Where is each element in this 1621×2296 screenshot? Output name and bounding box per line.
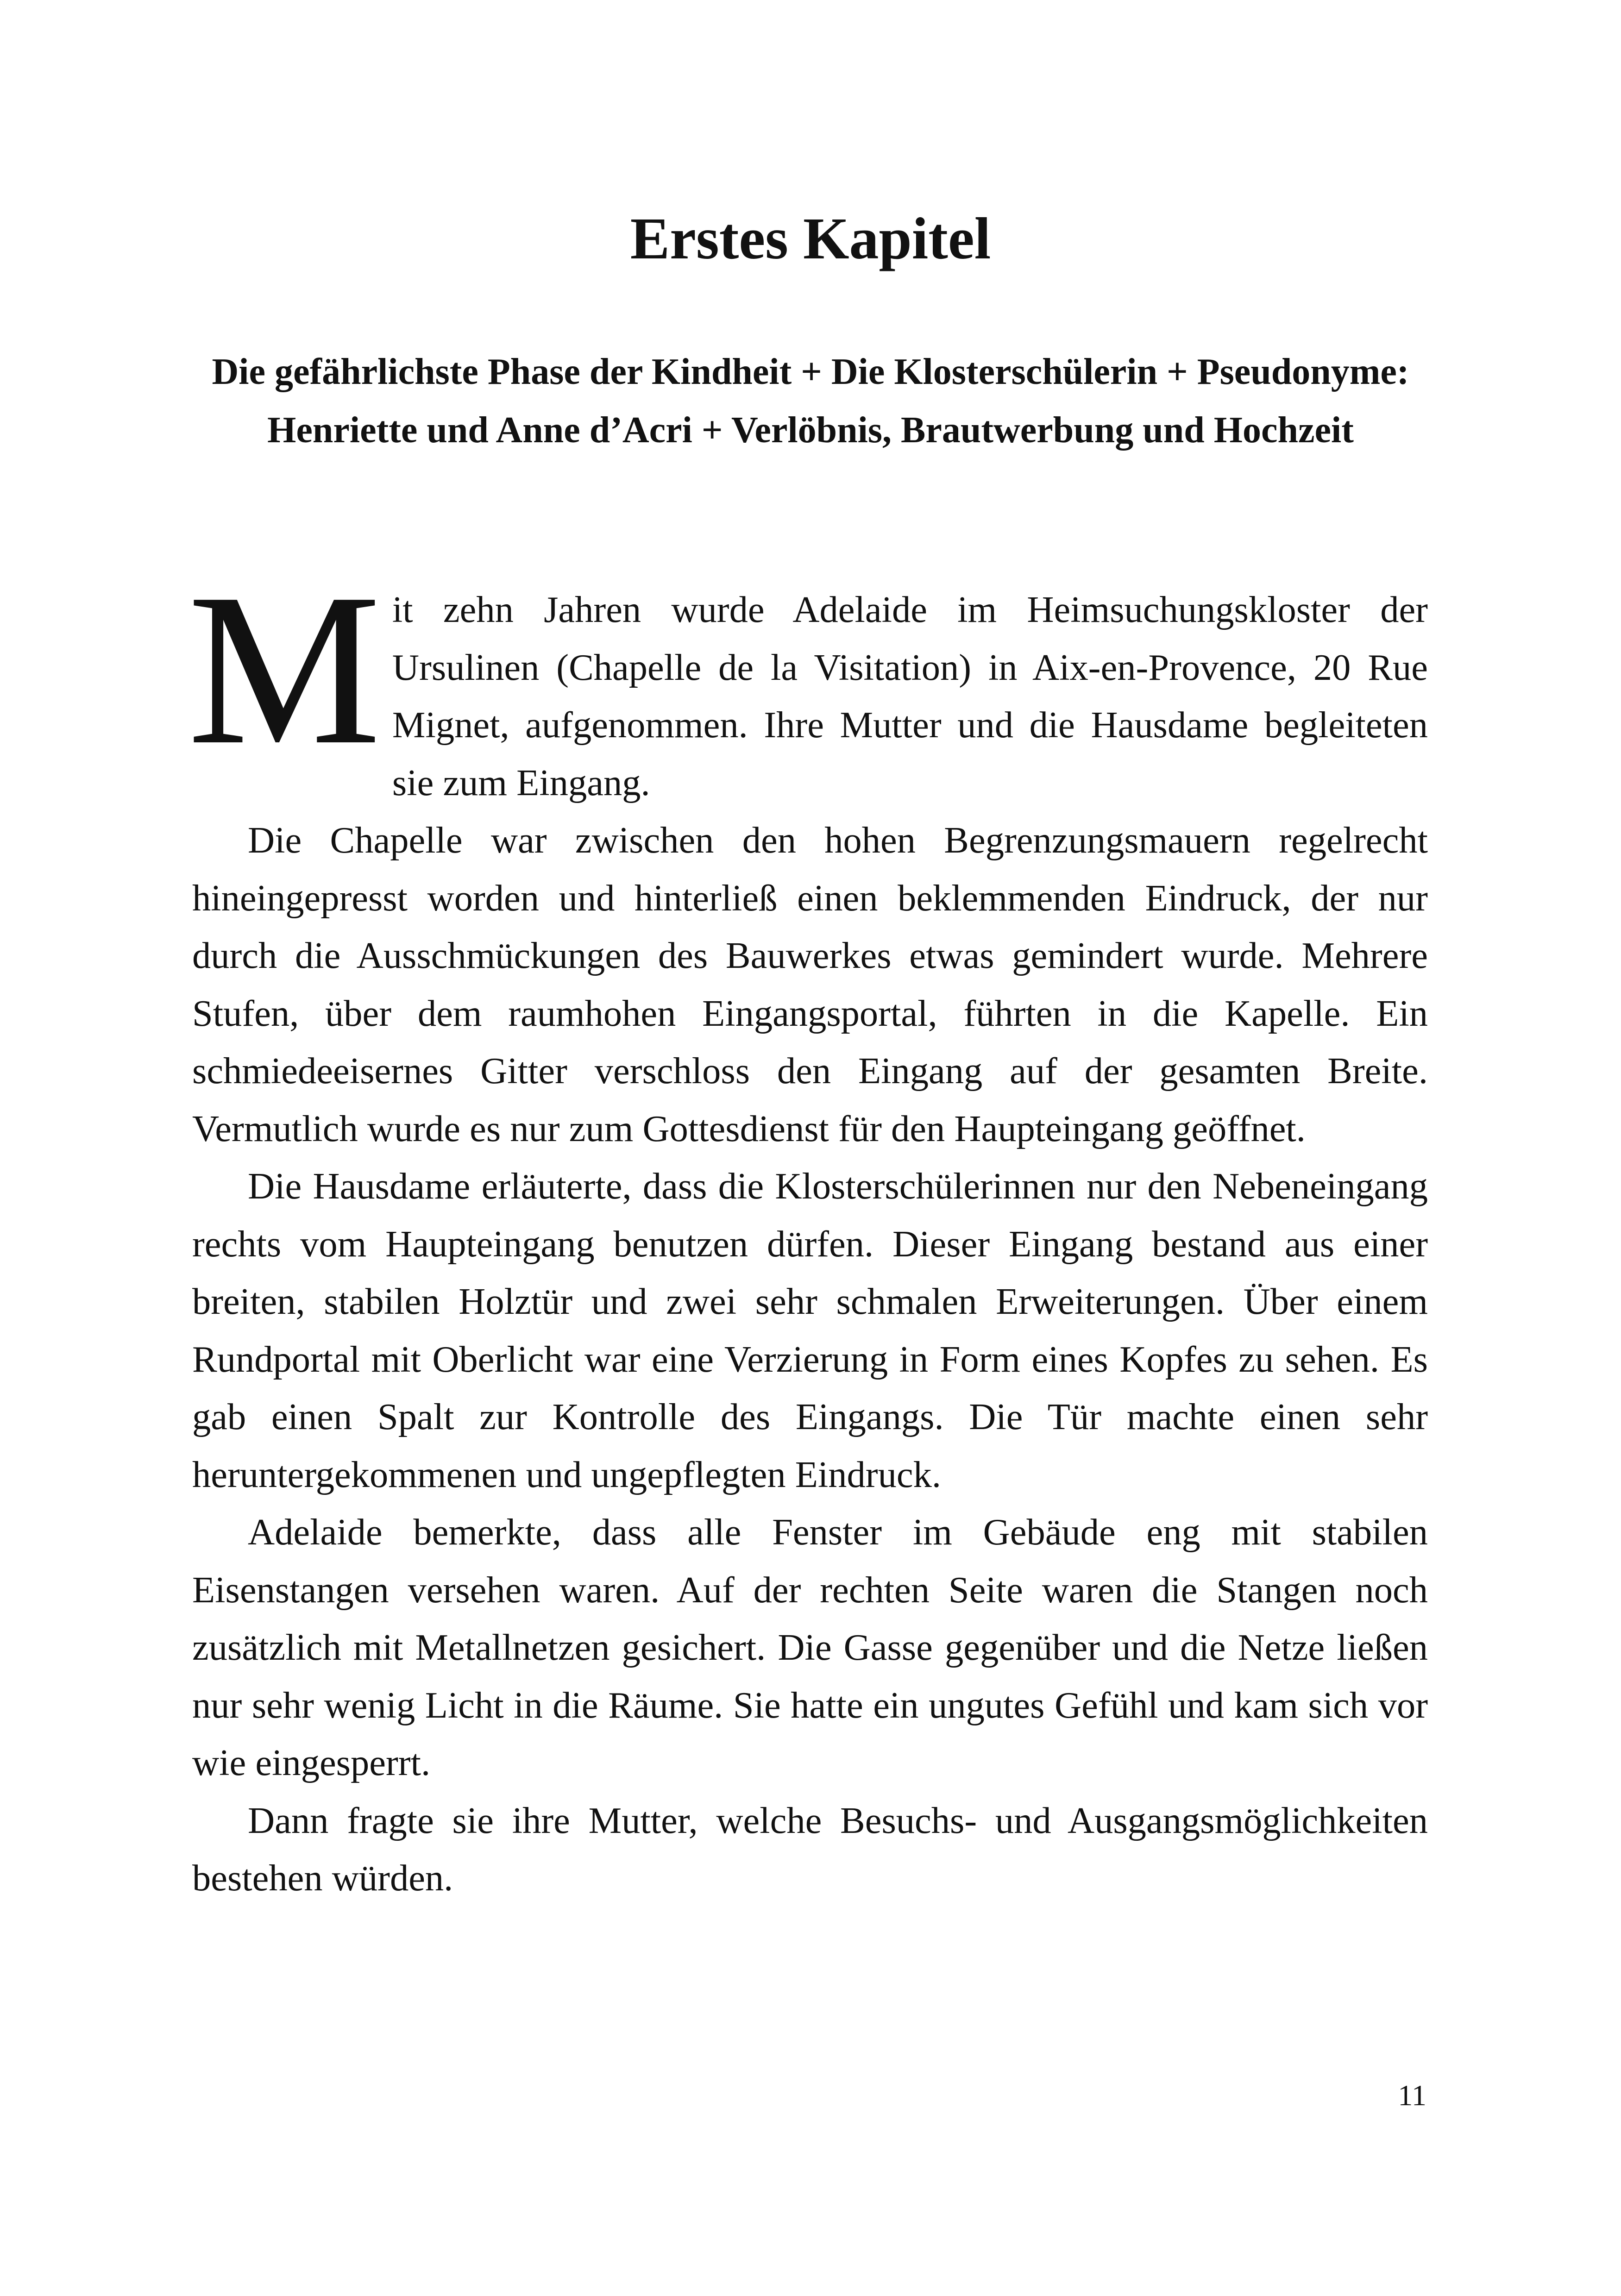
chapter-subtitle: Die gefährlichste Phase der Kindheit + Die Klosterschülerin + Pseudonyme: Henriette und Anne d’Acri + Verlöbnis, Brautwerbung und Hochzeit [212, 351, 1409, 451]
page-number: 11 [1398, 2079, 1426, 2112]
paragraph-4: Adelaide bemerkte, dass alle Fenster im Gebäude eng mit stabilen Eisenstangen versehen waren. Auf der rechten Seite waren die Stangen noch zusätzlich mit Metallnetzen gesichert. Die Gasse gegenüber und die Netze ließen nur sehr wenig Licht in die Räume. Sie hatte ein ungutes Gefühl und kam sich vor wie eingesperrt. [192, 1512, 1428, 1783]
body-text [188, 548, 1428, 1907]
chapter-title: Erstes Kapitel [630, 206, 991, 271]
paragraph-1 [188, 548, 1428, 812]
paragraph-2: Die Chapelle war zwischen den hohen Begrenzungsmauern regelrecht hineingepresst worden und hinterließ einen beklemmenden Eindruck, der nur durch die Ausschmückungen des Bauwerkes etwas gemindert wurde. Mehrere Stufen, über dem raumhohen Eingangsportal, führten in die Kapelle. Ein schmiedeeisernes Gitter verschloss den Eingang auf der gesamten Breite. Vermutlich wurde es nur zum Gottesdienst für den Haupteingang geöffnet. [192, 820, 1428, 1149]
paragraph-3: Die Hausdame erläuterte, dass die Klosterschülerinnen nur den Nebeneingang rechts vom Haupteingang benutzen dürfen. Dieser Eingang bestand aus einer breiten, stabilen Holztür und zwei sehr schmalen Erweiterungen. Über einem Rundportal mit Oberlicht war eine Verzierung in Form eines Kopfes zu sehen. Es gab einen Spalt zur Kontrolle des Eingangs. Die Tür machte einen sehr heruntergekommenen und ungepflegten Eindruck. [192, 1166, 1428, 1495]
drop-cap: M [188, 548, 381, 790]
paragraph-5: Dann fragte sie ihre Mutter, welche Besuchs- und Ausgangsmöglichkeiten bestehen würden. [192, 1800, 1428, 1899]
paragraph-1-text: it zehn Jahren wurde Adelaide im Heimsuchungskloster der Ursulinen (Chapelle de la Visitation) in Aix-en-Provence, 20 Rue Mignet, aufgenommen. Ihre Mutter und die Hausdame begleiteten sie zum Eingang. [392, 589, 1428, 803]
